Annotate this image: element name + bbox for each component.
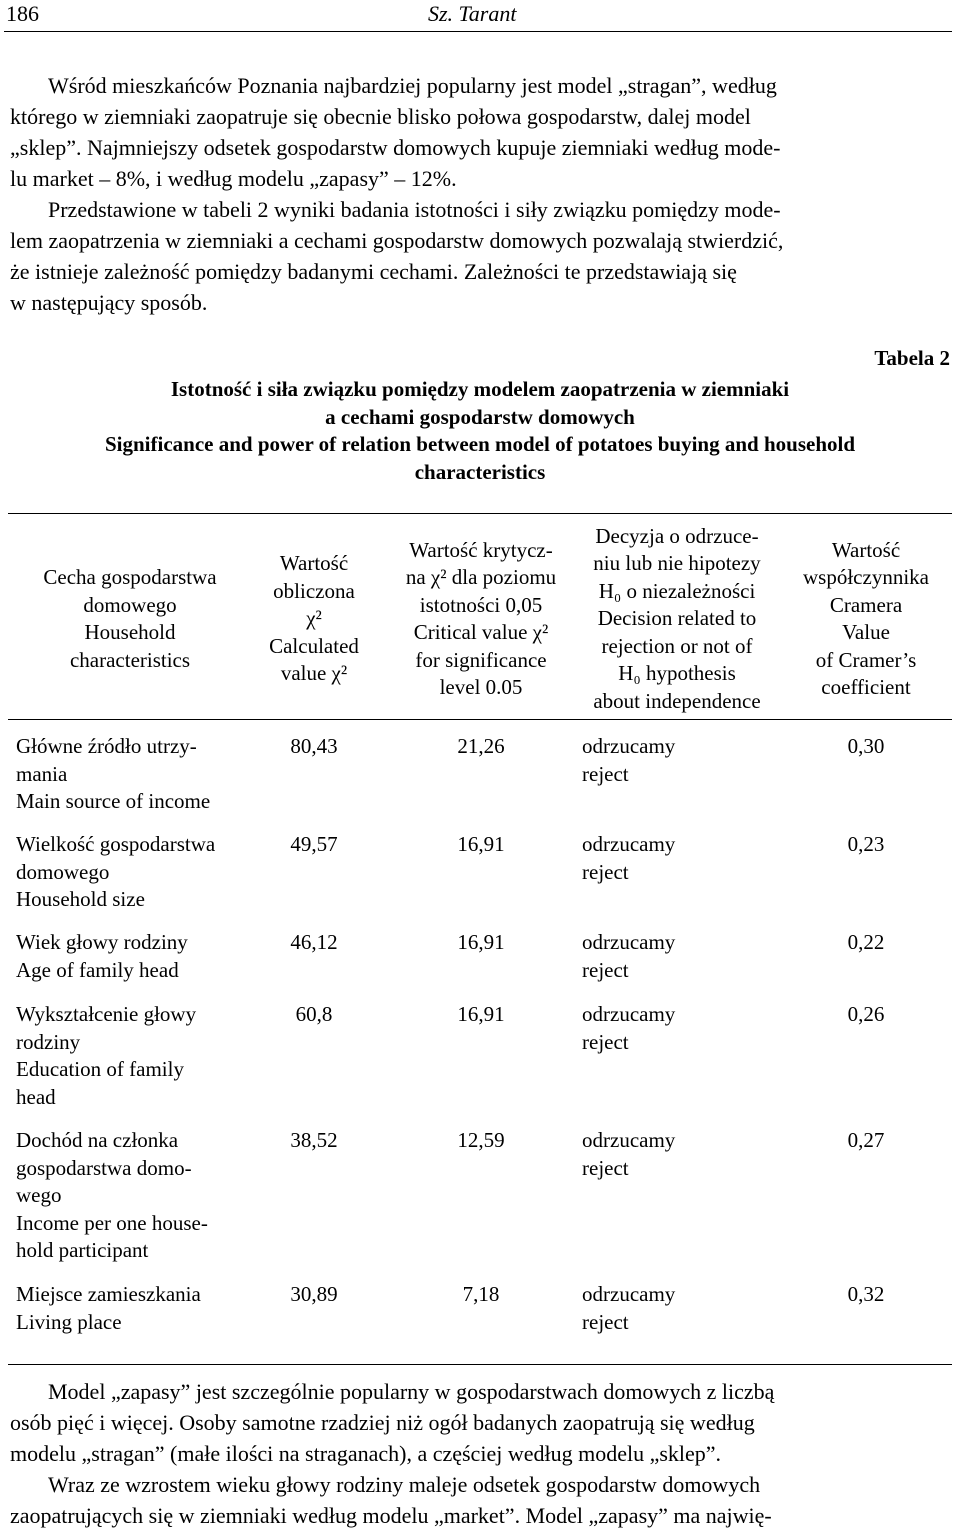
caption-line: a cechami gospodarstw domowych: [325, 404, 635, 429]
text-line: Wśród mieszkańców Poznania najbardziej popularny jest model „stragan”, według: [48, 73, 777, 98]
table-cell-decision: odrzucamy reject: [582, 1282, 676, 1334]
running-author: Sz. Tarant: [428, 1, 517, 26]
table-cell-calculated: 49,57: [290, 832, 338, 856]
header-calculated-value: Wartość obliczona χ² Calculated value χ²: [269, 551, 359, 686]
text-line: lu market – 8%, i według modelu „zapasy” – 12%.: [10, 166, 457, 191]
table-cell-cramer: 0,23: [847, 832, 885, 856]
text-line: „sklep”. Najmniejszy odsetek gospodarstw domowych kupuje ziemniaki według mode-: [10, 135, 781, 160]
table-cell-calculated: 60,8: [295, 1002, 333, 1026]
table-cell-calculated: 46,12: [290, 930, 338, 954]
text-line: zaopatrujących się w ziemniaki według modelu „market”. Model „zapasy” ma najwię-: [10, 1503, 772, 1528]
header-rule: [4, 31, 952, 32]
table-cell-calculated: 30,89: [290, 1282, 338, 1306]
table-cell-calculated: 38,52: [290, 1128, 338, 1152]
table-caption: [10, 376, 950, 486]
text-line: Przedstawione w tabeli 2 wyniki badania istotności i siły związku pomiędzy mode-: [48, 197, 781, 222]
header-critical-value: Wartość krytycz- na χ² dla poziomu istotności 0,05 Critical value χ² for significance level 0.05: [405, 537, 557, 699]
table-top-rule: [8, 513, 952, 514]
table-cell-cramer: 0,30: [847, 734, 885, 758]
table-cell-cramer: 0,26: [847, 1002, 885, 1026]
table-cell-cramer: 0,27: [847, 1128, 885, 1152]
text-line: że istnieje zależność pomiędzy badanymi cechami. Zależności te przedstawiają się: [10, 259, 737, 284]
header-decision: Decyzja o odrzuce- niu lub nie hipotezy H₀ o niezależności Decision related to rejection or not of H₀ hypothesis about independence: [593, 523, 761, 713]
table-number: Tabela 2: [874, 346, 950, 370]
table-header-rule: [8, 719, 952, 720]
text-line: Model „zapasy” jest szczególnie popularny w gospodarstwach domowych z liczbą: [48, 1379, 775, 1404]
table-bottom-rule: [8, 1364, 952, 1365]
text-line: lem zaopatrzenia w ziemniaki a cechami gospodarstw domowych pozwalają stwierdzić,: [10, 228, 784, 253]
table-cell-critical: 16,91: [457, 1002, 505, 1026]
paragraph-intro: [10, 70, 952, 318]
table-cell-critical: 12,59: [457, 1128, 505, 1152]
running-header: [0, 0, 960, 32]
table-cell-decision: odrzucamy reject: [582, 930, 676, 982]
table-cell-critical: 16,91: [457, 832, 505, 856]
table-cell-decision: odrzucamy reject: [582, 734, 676, 786]
table-row-characteristic: Wielkość gospodarstwa domowego Household size: [16, 832, 216, 911]
table-cell-critical: 21,26: [457, 734, 505, 758]
table-row-characteristic: Wykształcenie głowy rodziny Education of family head: [16, 1002, 197, 1109]
page-number: 186: [6, 1, 39, 26]
text-line: którego w ziemniaki zaopatruje się obecnie blisko połowa gospodarstw, dalej model: [10, 104, 751, 129]
caption-line: characteristics: [414, 459, 546, 484]
caption-line: Significance and power of relation between model of potatoes buying and household: [104, 432, 856, 456]
text-line: w następujący sposób.: [10, 290, 208, 315]
text-line: modelu „stragan” (małe ilości na straganach), a częściej według modelu „sklep”.: [10, 1441, 722, 1466]
paragraph-after-table: [10, 1376, 952, 1531]
table-cell-decision: odrzucamy reject: [582, 1002, 676, 1054]
table-cell-critical: 7,18: [462, 1282, 500, 1306]
table-cell-critical: 16,91: [457, 930, 505, 954]
table-cell-cramer: 0,32: [847, 1282, 885, 1306]
text-line: Wraz ze wzrostem wieku głowy rodziny maleje odsetek gospodarstw domowych: [48, 1472, 761, 1497]
header-cramer-coefficient: Wartość współczynnika Cramera Value of Cramer’s coefficient: [803, 537, 929, 699]
table-cell-calculated: 80,43: [290, 734, 338, 758]
table-cell-decision: odrzucamy reject: [582, 832, 676, 884]
table-cell-cramer: 0,22: [847, 930, 885, 954]
table-row-characteristic: Główne źródło utrzy- mania Main source of income: [16, 734, 211, 813]
table-row-characteristic: Dochód na członka gospodarstwa domo- wego Income per one house- hold participant: [16, 1128, 208, 1262]
table-row-characteristic: Wiek głowy rodziny Age of family head: [16, 930, 188, 982]
header-characteristic: Cecha gospodarstwa domowego Household characteristics: [43, 565, 217, 672]
table-row-characteristic: Miejsce zamieszkania Living place: [16, 1282, 201, 1334]
table-cell-decision: odrzucamy reject: [582, 1128, 676, 1180]
caption-line: Istotność i siła związku pomiędzy modelem zaopatrzenia w ziemniaki: [170, 377, 790, 401]
text-line: osób pięć i więcej. Osoby samotne rzadziej niż ogół badanych zaopatrują się według: [10, 1410, 755, 1435]
